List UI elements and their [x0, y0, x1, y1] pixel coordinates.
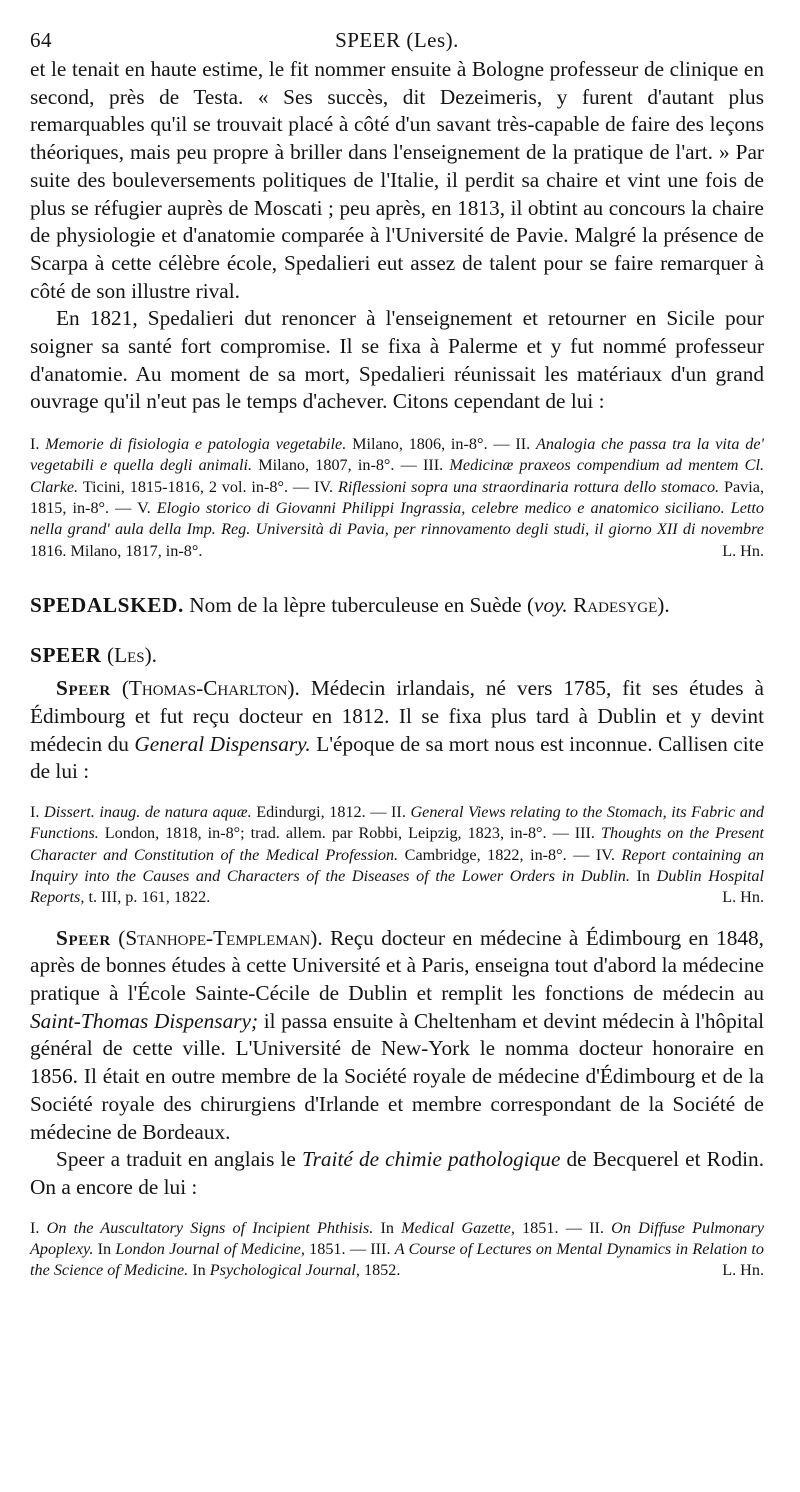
work-title: A Course of Lectures on Mental Dynamics in Relation to the Science of Medicine.: [30, 1239, 765, 1280]
work-number: II.: [515, 435, 531, 454]
work-title: Thoughts on the Present Character and Constitution of the Medical Profession.: [30, 824, 765, 864]
headword-qualifier: (Les).: [106, 642, 158, 667]
author-signature: L. Hn.: [722, 541, 764, 560]
person-given-names: (Thomas-Charlton).: [121, 676, 300, 701]
spedalieri-continuation: et le tenait en haute estime, le fit nommer ensuite à Bologne professeur de clinique en second, près de Testa. « Ses succès, dit Dezeimeris, y furent d'autant plus remarquables qu'il se trouvait placé à côté d'un savant très-capable de faire des leçons théoriques, mais peu propre à briller dans l'enseignement de la pratique de l'art. » Par suite des bouleversements politiques de l'Italie, il perdit sa chaire et vint une fois de plus se réfugier auprès de Moscati ; peu après, en 1813, il obtint au concours la chaire de physiologie et d'anatomie comparée à l'Université de Pavie. Malgré la présence de Scarpa à cette célèbre école, Spedalieri eut assez de talent pour se faire remarquer à côté de son illustre rival.: [30, 57, 764, 303]
work-number: IV.: [314, 477, 334, 496]
work-publication: Cambridge, 1822, in-8°. —: [404, 845, 590, 864]
headword: SPEER: [30, 642, 102, 667]
see-also-label: voy.: [534, 592, 568, 617]
work-publication: Pavia, 1815, in-8°. —: [30, 477, 764, 518]
work-title: Memorie di fisiologia e patologia vegetabile.: [45, 435, 347, 454]
work-publication: London, 1818, in-8°; trad. allem. par Robbi, Leipzig, 1823, in-8°. —: [104, 824, 569, 843]
spedalieri-paragraph-2: En 1821, Spedalieri dut renoncer à l'enseignement et retourner en Sicile pour soigner sa santé fort compromise. Il se fixa à Palerme et y fut nommé professeur d'anatomie. Au moment de sa mort, Spedalieri réunissait les matériaux d'un grand ouvrage qu'il n'eut pas le temps d'achever. Citons cependant de lui :: [30, 306, 764, 414]
work-number: III.: [423, 456, 444, 475]
headword: SPEDALSKED.: [30, 592, 184, 617]
work-number: IV.: [595, 845, 615, 864]
journal-title: Medical Gazette,: [401, 1218, 515, 1237]
work-number: II.: [589, 1218, 604, 1237]
work-number: III.: [574, 824, 595, 843]
cross-reference: Radesyge: [573, 592, 658, 617]
work-publication: 1852.: [363, 1261, 401, 1280]
work-title: Elogio storico di Giovanni Philippi Ingrassia, celebre medico e anatomico siciliano. Letto nella grand' aula della Imp. Reg. Università di Pavia, per rinnovamento degli studi, il giorno XII di novembre: [30, 499, 764, 539]
work-title: Report containing an Inquiry into the Causes and Characters of the Diseases of the Lower Orders in Dublin.: [30, 845, 765, 886]
work-title: On Diffuse Pulmonary Apoplexy.: [30, 1218, 765, 1258]
author-signature: L. Hn.: [722, 1261, 764, 1280]
work-number: V.: [137, 499, 151, 518]
work-number: II.: [391, 803, 406, 822]
work-publication: t. III, p. 161, 1822.: [88, 888, 211, 907]
work-title: General Views relating to the Stomach, its Fabric and Functions.: [30, 803, 765, 843]
person-surname: Speer: [56, 925, 111, 950]
work-number: I.: [30, 1218, 40, 1237]
work-publication: Milano, 1807, in-8°. —: [258, 456, 417, 475]
thomas-works: I. Dissert. inaug. de natura aquæ. Edindurgi, 1812. — II. General Views relating to the Stomach, its Fabric and Functions. London, 1818, in-8°; trad. allem. par Robbi, Leipzig, 1823, in-8°. — III. Thoughts on the Present Character and Constitution of the Medical Profession. Cambridge, 1822, in-8°. — IV. Report containing an Inquiry into the Causes and Characters of the Diseases of the Lower Orders in Dublin. In Dublin Hospital Reports, t. III, p. 161, 1822. L. Hn.: [30, 802, 764, 908]
page-number: 64: [30, 28, 52, 52]
spedalieri-works: [30, 434, 764, 562]
work-publication: Edindurgi, 1812. —: [256, 803, 387, 822]
entry-speer-heading: [30, 642, 764, 670]
person-given-names: (Stanhope-Templeman).: [118, 925, 323, 950]
journal-title: Dublin Hospital Reports,: [30, 867, 765, 907]
work-title: Medicinæ praxeos compendium ad mentem Cl. Clarke.: [30, 456, 765, 496]
running-header: [30, 22, 764, 56]
work-number: I.: [30, 435, 40, 454]
journal-title: Psychological Journal,: [209, 1261, 360, 1280]
work-title: Riflessioni sopra una straordinaria rottura dello stomaco.: [337, 477, 720, 496]
entry-stanhope-templeman: Speer (Stanhope-Templeman). Reçu docteur en médecine à Édimbourg en 1848, après de bonnes études à cette Université et à Paris, enseigna tout d'abord la médecine pratique à l'École Sainte-Cécile de Dublin et remplit les fonctions de médecin au Saint-Thomas Dispensary; il passa ensuite à Cheltenham et devint médecin à l'hôpital général de cette ville. L'Université de New-York le nomma docteur honoraire en 1856. Il était en outre membre de la Société royale de médecine d'Édimbourg et de la Société royale des chirurgiens d'Irlande et membre correspondant de la Société de médecine de Bordeaux.: [30, 925, 764, 1144]
entry-spedalsked: SPEDALSKED. Nom de la lèpre tuberculeuse en Suède (voy. Radesyge).: [30, 592, 670, 617]
running-title: SPEER (Les).: [335, 28, 459, 52]
work-publication: Milano, 1806, in-8°. —: [352, 435, 510, 454]
work-publication: 1851. —: [522, 1218, 582, 1237]
entry-thomas-charlton: Speer (Thomas-Charlton). Médecin irlandais, né vers 1785, fit ses études à Édimbourg et fut reçu docteur en 1812. Il se fixa plus tard à Dublin et y devint médecin du General Dispensary. L'époque de sa mort nous est inconnue. Callisen cite de lui :: [30, 676, 765, 784]
work-title: On the Auscultatory Signs of Incipient Phthisis.: [46, 1218, 374, 1237]
institution: Saint-Thomas Dispensary;: [30, 1008, 259, 1033]
work-publication: 1816. Milano, 1817, in-8°.: [30, 541, 203, 560]
work-title: Analogia che passa tra la vita de' vegetabili e quella degli animali.: [30, 435, 765, 475]
page: [30, 22, 764, 1282]
work-number: I.: [30, 803, 40, 822]
work-publication: 1851. —: [309, 1239, 367, 1258]
work-title: Dissert. inaug. de natura aquæ.: [44, 803, 252, 822]
stanhope-works: I. On the Auscultatory Signs of Incipient Phthisis. In Medical Gazette, 1851. — II. On Diffuse Pulmonary Apoplexy. In London Journal of Medicine, 1851. — III. A Course of Lectures on Mental Dynamics in Relation to the Science of Medicine. In Psychological Journal, 1852. L. Hn.: [30, 1218, 764, 1282]
work-publication: Ticini, 1815-1816, 2 vol. in-8°. —: [82, 477, 310, 496]
stanhope-paragraph-2: Speer a traduit en anglais le Traité de chimie pathologique de Becquerel et Rodin. On a encore de lui :: [30, 1147, 765, 1199]
person-surname: Speer: [56, 676, 111, 701]
institution: General Dispensary.: [134, 731, 311, 756]
author-signature: L. Hn.: [722, 888, 764, 907]
entry-text: Nom de la lèpre tuberculeuse en Suède (: [189, 592, 535, 617]
journal-title: London Journal of Medicine,: [115, 1239, 305, 1258]
translated-work-title: Traité de chimie pathologique: [301, 1147, 561, 1172]
work-number: III.: [370, 1239, 391, 1258]
